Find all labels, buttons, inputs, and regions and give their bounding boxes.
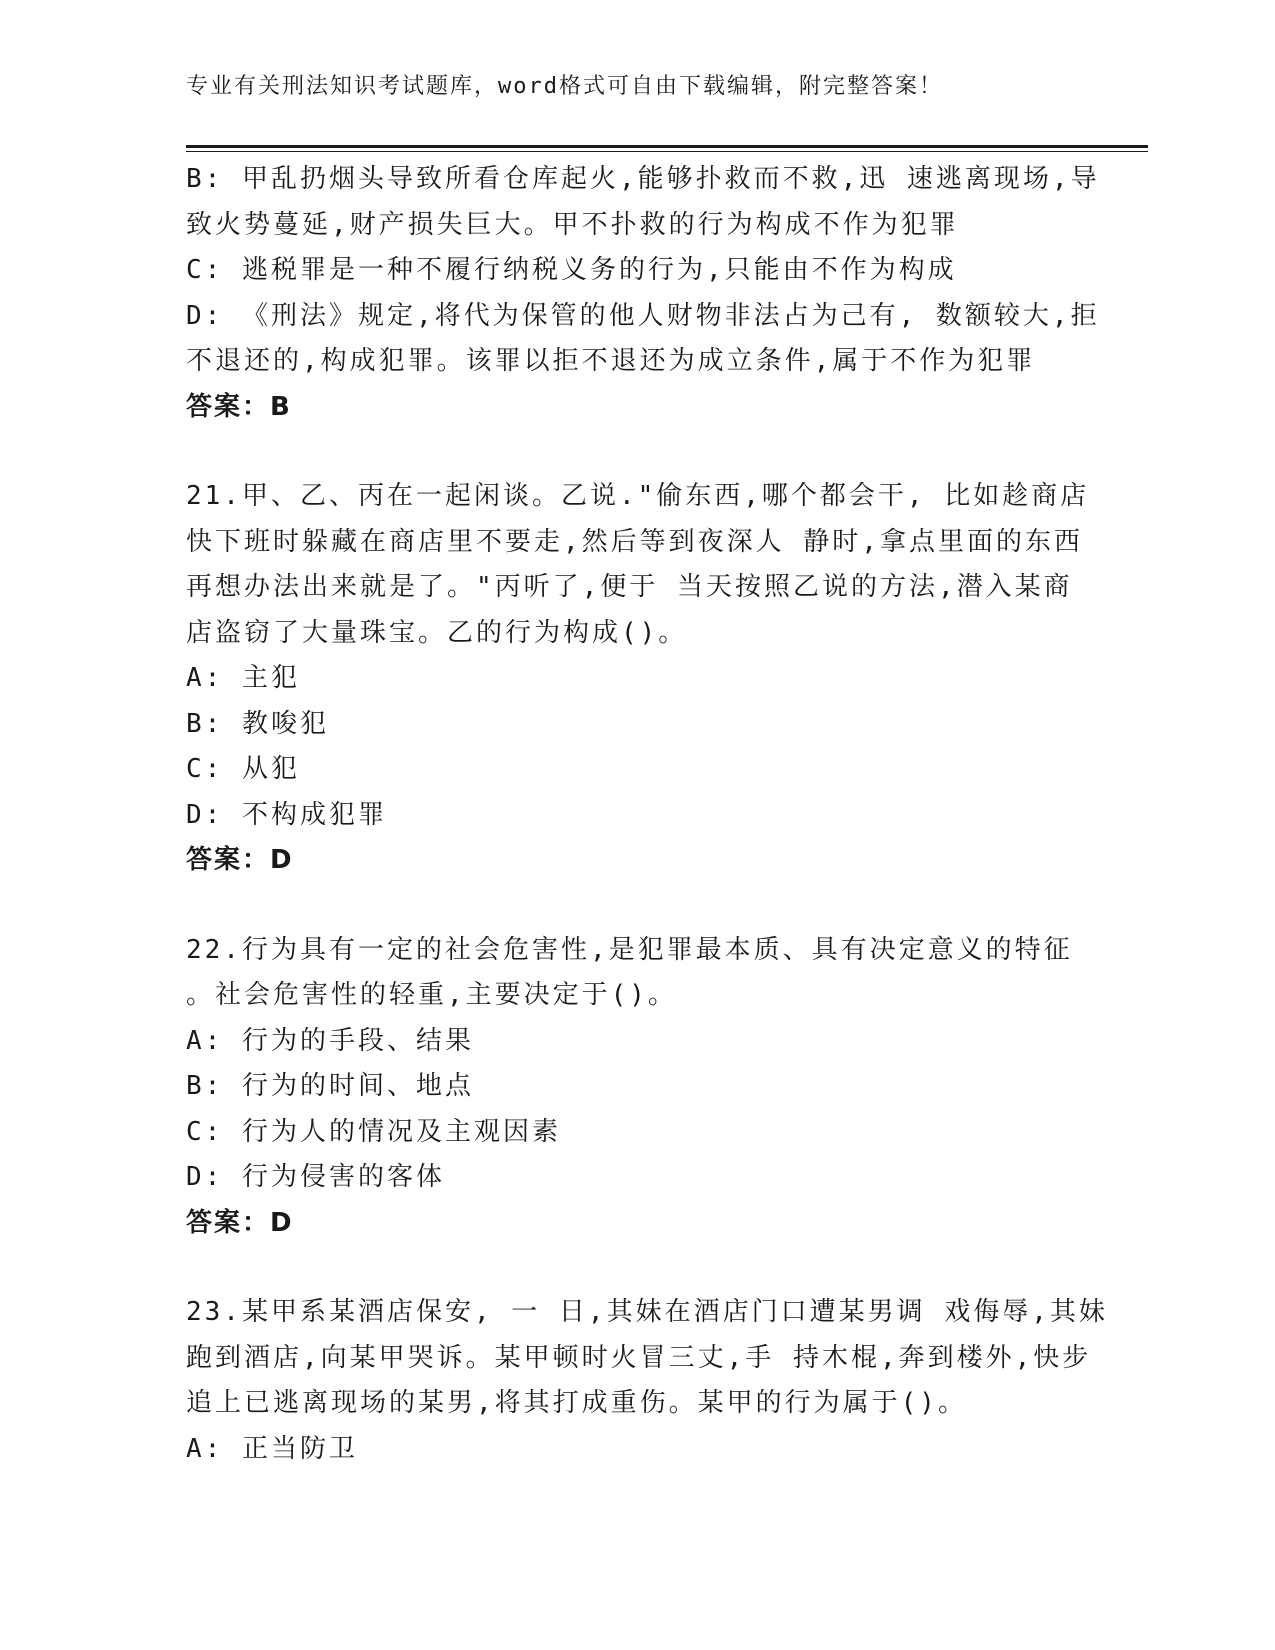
option-b: B: 教唆犯 (186, 708, 329, 739)
question-stem-line: 21.甲、乙、丙在一起闲谈。乙说."偷东西,哪个都会干, 比如趁商店 (186, 481, 1090, 511)
page-header: 专业有关刑法知识考试题库，word格式可自由下载编辑，附完整答案！ (186, 74, 943, 99)
option-b-line-1: B: 甲乱扔烟头导致所看仓库起火,能够扑救而不救,迅 速逃离现场,导 (186, 164, 1100, 194)
question-block-20 (186, 157, 1100, 430)
option-c: C: 从犯 (186, 754, 300, 784)
header-rule-thick (186, 145, 1148, 148)
option-a: A: 主犯 (186, 663, 300, 693)
question-stem-line: 店盗窃了大量珠宝。乙的行为构成()。 (186, 617, 688, 648)
spacer (186, 884, 1086, 928)
option-c: C: 行为人的情况及主观因素 (186, 1116, 561, 1147)
question-stem-line: 跑到酒店,向某甲哭诉。某甲顿时火冒三丈,手 持木棍,奔到楼外,快步 (186, 1342, 1092, 1373)
question-block-21 (186, 474, 1090, 884)
question-stem-line: 。社会危害性的轻重,主要决定于()。 (186, 980, 677, 1010)
question-stem-line: 22.行为具有一定的社会危害性,是犯罪最本质、具有决定意义的特征 (186, 934, 1073, 965)
option-c: C: 逃税罪是一种不履行纳税义务的行为,只能由不作为构成 (186, 255, 957, 285)
option-b: B: 行为的时间、地点 (186, 1071, 474, 1101)
answer: 答案：B (186, 391, 292, 422)
question-block-23 (186, 1290, 1108, 1472)
answer: 答案：D (186, 1207, 294, 1238)
option-d: D: 不构成犯罪 (186, 799, 387, 830)
header-rule-thin (186, 151, 1148, 152)
option-a: A: 正当防卫 (186, 1433, 358, 1464)
spacer (186, 1246, 1086, 1290)
option-a: A: 行为的手段、结果 (186, 1025, 474, 1056)
question-stem-line: 快下班时躲藏在商店里不要走,然后等到夜深人 静时,拿点里面的东西 (186, 526, 1083, 557)
option-b-line-2: 致火势蔓延,财产损失巨大。甲不扑救的行为构成不作为犯罪 (186, 209, 959, 240)
answer: 答案：D (186, 845, 294, 875)
option-d-line-1: D: 《刑法》规定,将代为保管的他人财物非法占为己有, 数额较大,拒 (186, 300, 1100, 331)
question-block-22 (186, 928, 1086, 1247)
spacer (186, 430, 1086, 474)
document-body (186, 157, 1108, 1472)
question-stem-line: 23.某甲系某酒店保安, 一 日,其妹在酒店门口遭某男调 戏侮辱,其妹 (186, 1297, 1108, 1327)
question-stem-line: 再想办法出来就是了。"丙听了,便于 当天按照乙说的方法,潜入某商 (186, 572, 1073, 602)
option-d-line-2: 不退还的,构成犯罪。该罪以拒不退还为成立条件,属于不作为犯罪 (186, 346, 1036, 376)
question-stem-line: 追上已逃离现场的某男,将其打成重伤。某甲的行为属于()。 (186, 1388, 967, 1418)
option-d: D: 行为侵害的客体 (186, 1162, 445, 1192)
